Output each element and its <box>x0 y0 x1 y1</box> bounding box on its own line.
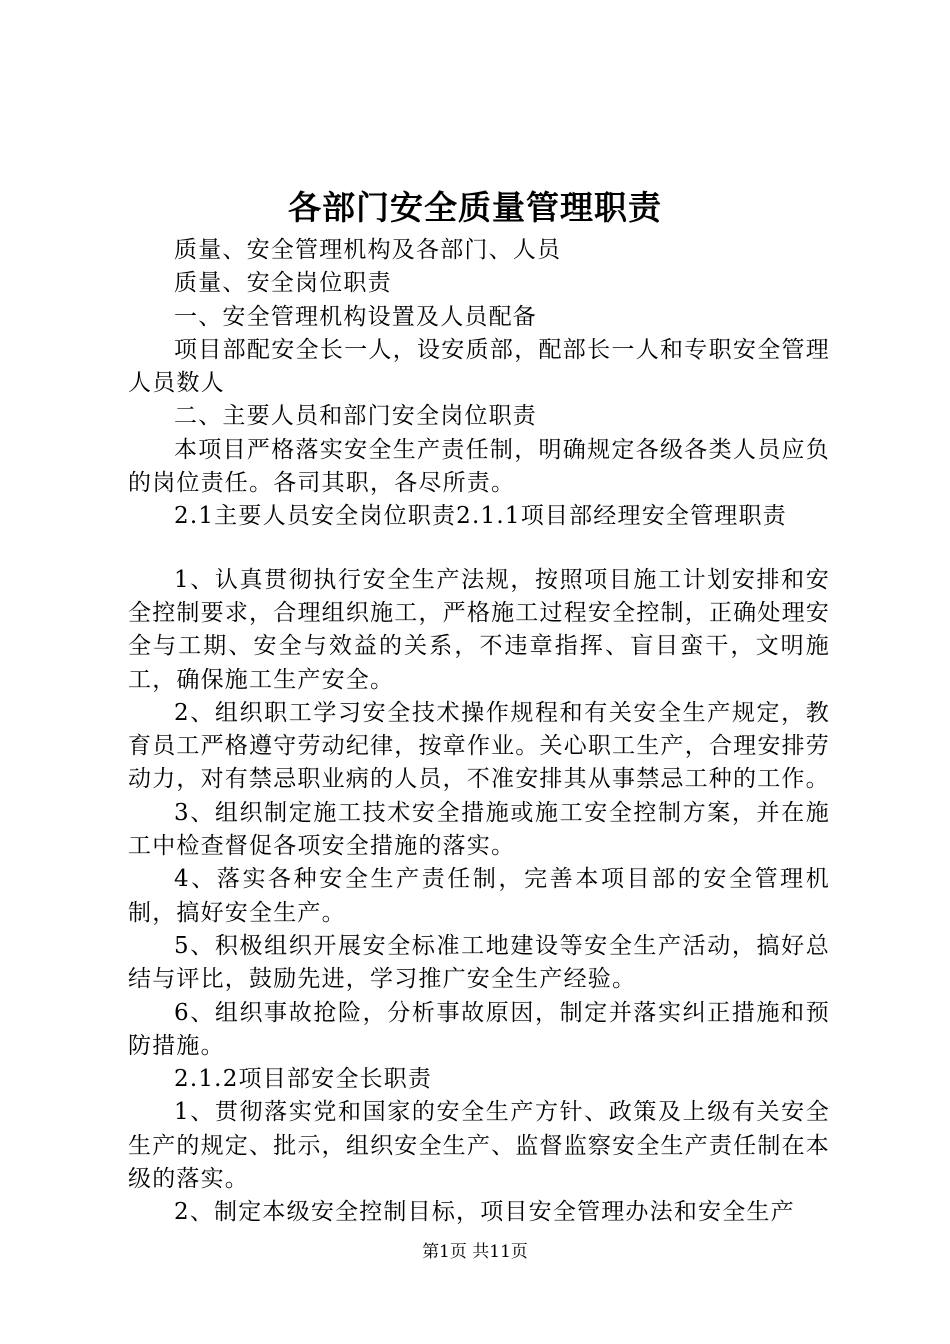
paragraph: 质量、安全管理机构及各部门、人员 <box>174 237 562 263</box>
paragraph: 项目部配安全长一人，设安质部，配部长一人和专职安全管理人员数人 <box>128 336 830 397</box>
document-body <box>128 234 830 1230</box>
subsection-heading: 2.1.2项目部安全长职责 <box>174 1066 433 1093</box>
paragraph: 本项目严格落实安全生产责任制，明确规定各级各类人员应负的岗位责任。各司其职，各尽所责。 <box>128 436 830 497</box>
list-item: 4、落实各种安全生产责任制，完善本项目部的安全管理机制，搞好安全生产。 <box>128 866 830 926</box>
list-item: 2、制定本级安全控制目标，项目安全管理办法和安全生产 <box>174 1199 795 1226</box>
section-heading: 二、主要人员和部门安全岗位职责 <box>174 403 537 430</box>
paragraph: 质量、安全岗位职责 <box>174 270 392 297</box>
subsection-heading: 2.1主要人员安全岗位职责2.1.1项目部经理安全管理职责 <box>174 503 787 530</box>
list-item: 1、贯彻落实党和国家的安全生产方针、政策及上级有关安全生产的规定、批示，组织安全生产、监督监察安全生产责任制在本级的落实。 <box>128 1099 830 1193</box>
list-item: 5、积极组织开展安全标准工地建设等安全生产活动，搞好总结与评比，鼓励先进，学习推广安全生产经验。 <box>128 932 830 993</box>
list-item: 6、组织事故抢险，分析事故原因，制定并落实纠正措施和预防措施。 <box>128 999 830 1059</box>
list-item: 2、组织职工学习安全技术操作规程和有关安全生产规定，教育员工严格遵守劳动纪律，按章作业。关心职工生产，合理安排劳动力，对有禁忌职业病的人员，不准安排其从事禁忌工种的工作。 <box>128 699 830 793</box>
document-title: 各部门安全质量管理职责 <box>288 188 662 227</box>
section-heading: 一、安全管理机构设置及人员配备 <box>174 303 537 330</box>
page-footer: 第1页 共11页 <box>422 1242 528 1262</box>
list-item: 1、认真贯彻执行安全生产法规，按照项目施工计划安排和安全控制要求，合理组织施工，严格施工过程安全控制，正确处理安全与工期、安全与效益的关系，不违章指挥、盲目蛮干，文明施工，确保施工生产安全。 <box>128 566 830 693</box>
list-item: 3、组织制定施工技术安全措施或施工安全控制方案，并在施工中检查督促各项安全措施的落实。 <box>128 799 830 860</box>
